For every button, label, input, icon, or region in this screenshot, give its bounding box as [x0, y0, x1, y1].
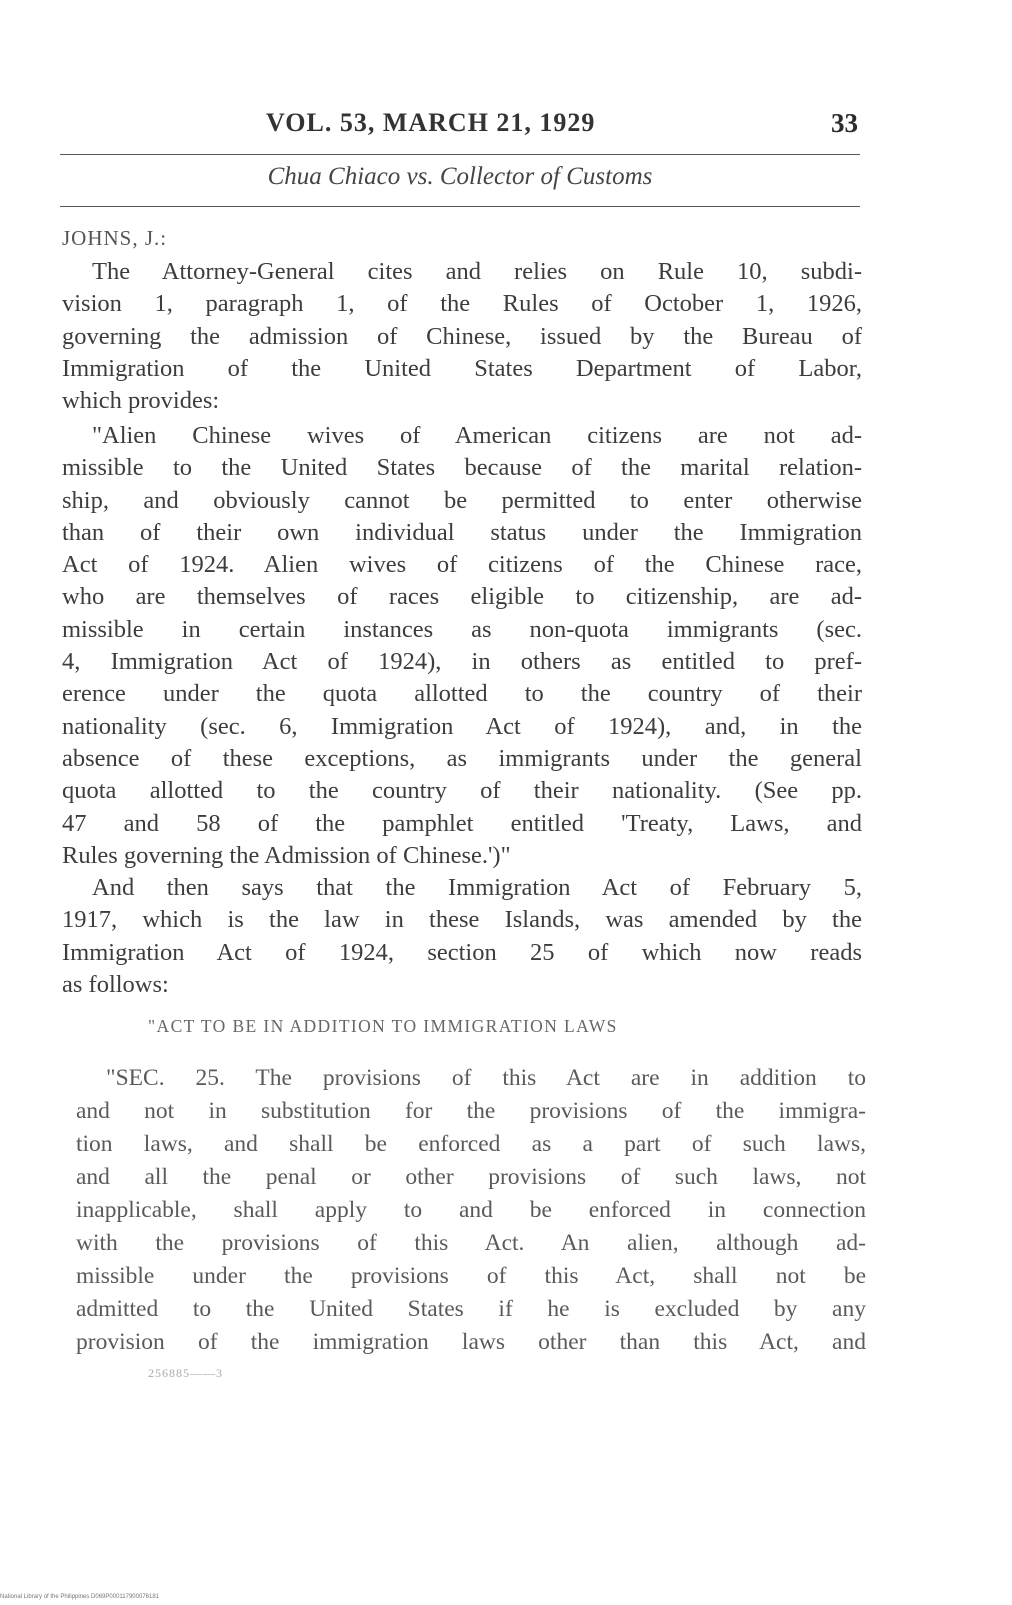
text-line: absence of these exceptions, as immigrants under the general [62, 744, 862, 772]
text-line: 4, Immigration Act of 1924), in others as entitled to pref- [62, 648, 862, 676]
text-line: nationality (sec. 6, Immigration Act of 1924), and, in the [62, 712, 862, 740]
text-line: inapplicable, shall apply to and be enforced in connection [76, 1197, 866, 1223]
text-line: "Alien Chinese wives of American citizens are not ad- [92, 422, 862, 449]
text-line: than of their own individual status under the Immigration [62, 518, 862, 546]
text-line: and all the penal or other provisions of such laws, not [76, 1164, 866, 1190]
text-line: "SEC. 25. The provisions of this Act are in addition to [106, 1065, 866, 1091]
source-watermark: National Library of the Philippines D069P000117900076181 [0, 1594, 160, 1600]
quoted-rule [62, 420, 862, 872]
text-line: admitted to the United States if he is excluded by any [76, 1296, 866, 1322]
text-line: And then says that the Immigration Act of February 5, [92, 874, 862, 901]
text-line: tion laws, and shall be enforced as a part of such laws, [76, 1131, 866, 1157]
header-rule-bottom [60, 206, 860, 207]
text-line: as follows: [62, 970, 169, 998]
text-line: quota allotted to the country of their nationality. (See pp. [62, 777, 862, 805]
text-line: Act of 1924. Alien wives of citizens of the Chinese race, [62, 551, 862, 579]
case-title: Chua Chiaco vs. Collector of Customs [267, 163, 653, 190]
text-line: with the provisions of this Act. An alien, although ad- [76, 1230, 866, 1256]
text-line: governing the admission of Chinese, issued by the Bureau of [62, 322, 862, 350]
text-line: missible under the provisions of this Act, shall not be [76, 1263, 866, 1289]
text-line: erence under the quota allotted to the country of their [62, 680, 862, 708]
text-line: who are themselves of races eligible to citizenship, are ad- [62, 583, 862, 611]
text-line: missible in certain instances as non-quota immigrants (sec. [62, 615, 862, 643]
text-line: Rules governing the Admission of Chinese.')" [62, 841, 511, 869]
text-line: ship, and obviously cannot be permitted to enter otherwise [62, 486, 862, 514]
section-25-text [76, 1062, 866, 1359]
text-line: Immigration of the United States Department of Labor, [62, 354, 862, 382]
paragraph-amendment [62, 872, 862, 1001]
page-number: 33 [831, 108, 858, 138]
text-line: and not in substitution for the provisions of the immigra- [76, 1098, 866, 1124]
text-line: 47 and 58 of the pamphlet entitled 'Treaty, Laws, and [62, 809, 862, 837]
header-rule-top [60, 154, 860, 155]
running-header [60, 108, 860, 144]
running-title: VOL. 53, MARCH 21, 1929 [266, 108, 596, 137]
text-line: Immigration Act of 1924, section 25 of which now reads [62, 938, 862, 966]
printer-code: 256885——3 [148, 1366, 223, 1380]
text-line: missible to the United States because of the marital relation- [62, 454, 862, 482]
paragraph-attorney-general [62, 256, 862, 417]
text-line: 1917, which is the law in these Islands, was amended by the [62, 906, 862, 934]
judge-attribution: JOHNS, J.: [62, 226, 168, 250]
text-line: provision of the immigration laws other than this Act, and [76, 1329, 866, 1355]
statute-heading: "ACT TO BE IN ADDITION TO IMMIGRATION LAWS [148, 1016, 618, 1036]
text-line: which provides: [62, 387, 220, 415]
text-line: vision 1, paragraph 1, of the Rules of October 1, 1926, [62, 290, 862, 318]
text-line: The Attorney-General cites and relies on Rule 10, subdi- [92, 258, 862, 285]
